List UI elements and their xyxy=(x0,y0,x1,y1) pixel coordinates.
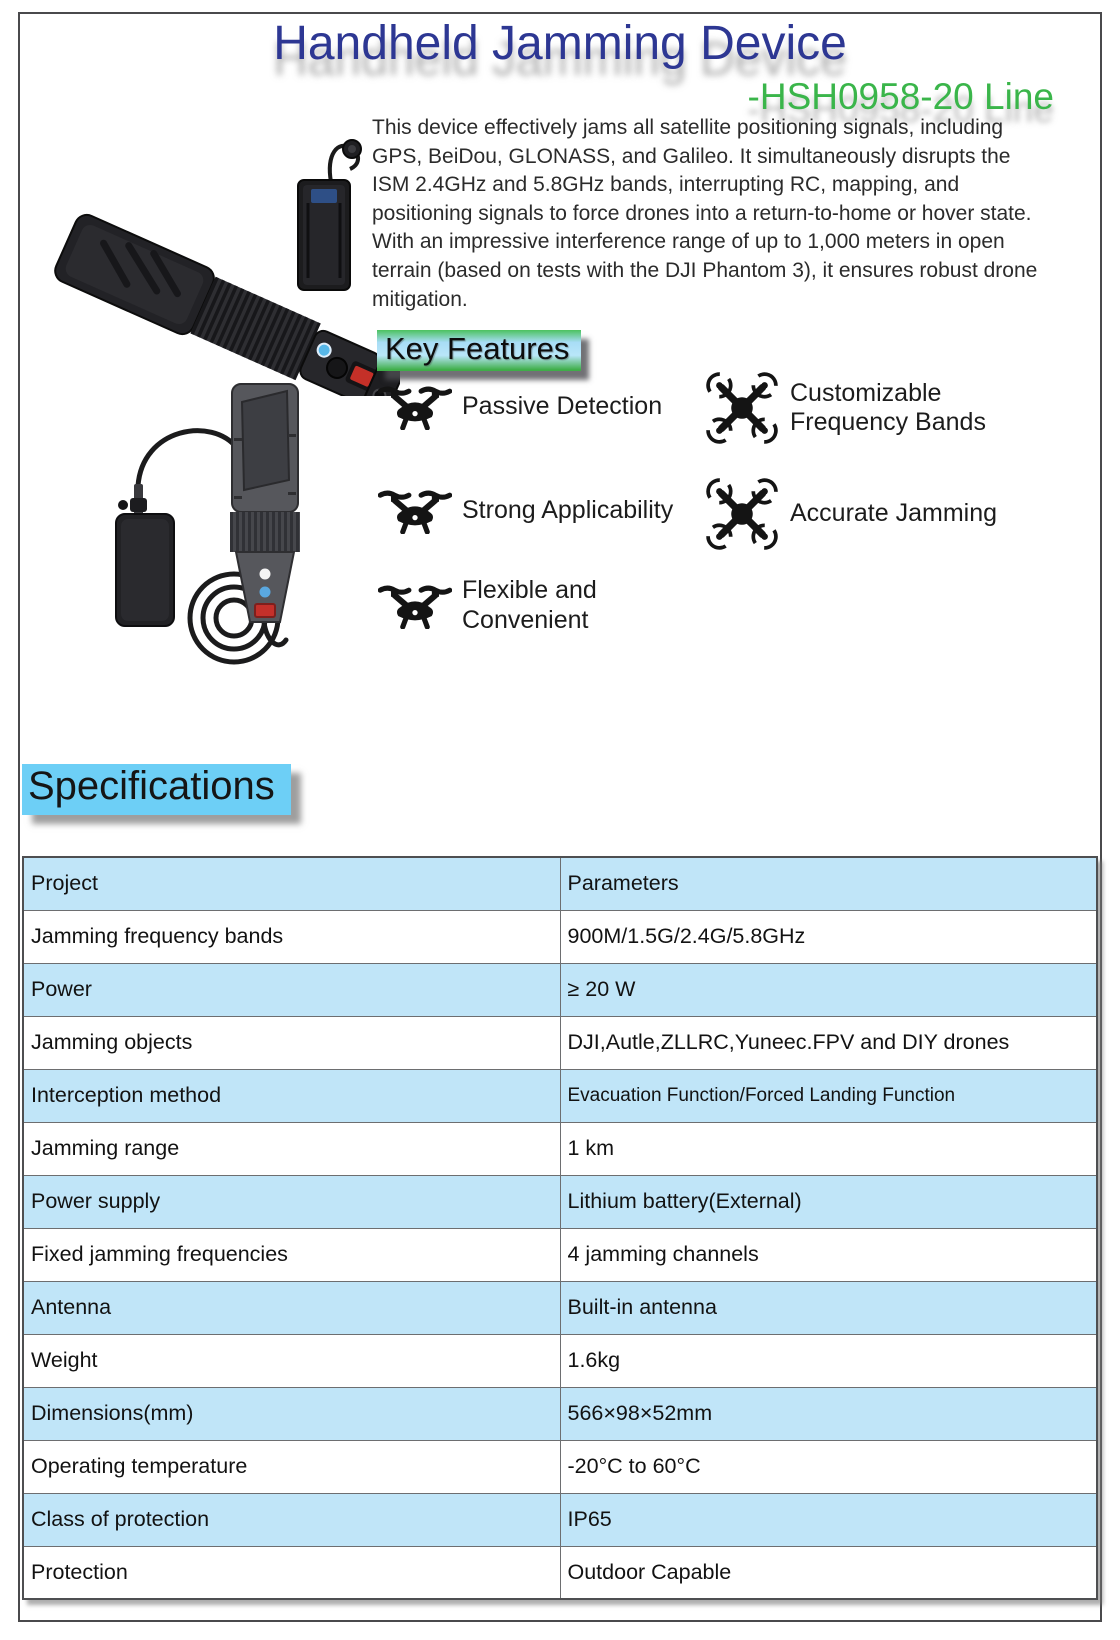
spec-value: 4 jamming channels xyxy=(560,1228,1097,1281)
spec-row xyxy=(23,1334,1097,1387)
drone-side-icon xyxy=(378,383,452,430)
spec-label: Protection xyxy=(23,1546,560,1599)
spec-label: Jamming objects xyxy=(23,1016,560,1069)
specifications-heading: Specifications xyxy=(22,764,291,815)
feature-flexible-convenient xyxy=(378,576,632,635)
drone-side-icon xyxy=(378,582,452,629)
spec-row xyxy=(23,1546,1097,1599)
drone-top-icon xyxy=(704,370,780,446)
feature-accurate-jamming xyxy=(704,476,997,552)
page-title: Handheld Jamming Device xyxy=(273,17,847,70)
specs-col-parameters: Parameters xyxy=(560,857,1097,910)
spec-row xyxy=(23,1387,1097,1440)
drone-side-icon xyxy=(378,487,452,534)
key-features-heading: Key Features xyxy=(377,330,581,371)
spec-value: Built-in antenna xyxy=(560,1281,1097,1334)
battery-pack xyxy=(116,484,174,626)
product-photo-wand-battery xyxy=(50,128,400,396)
spec-value: DJI,Autle,ZLLRC,Yuneec.FPV and DIY drones xyxy=(560,1016,1097,1069)
spec-label: Power xyxy=(23,963,560,1016)
spec-label: Jamming frequency bands xyxy=(23,910,560,963)
spec-row xyxy=(23,1440,1097,1493)
feature-label: Passive Detection xyxy=(462,391,663,420)
product-description: This device effectively jams all satellite positioning signals, including GPS, BeiDou, GLONASS, and Galileo. It simultaneously disrupts the ISM 2.4GHz and 5.8GHz bands, interrupting RC, mapping, and positioning signals to force drones into a return-to-home or hover state. With an impressive interference range of up to 1,000 meters in open terrain (based on tests with the DJI Phantom 3), it ensures robust drone mitigation. xyxy=(372,116,1038,311)
spec-row xyxy=(23,1069,1097,1122)
specs-table xyxy=(22,856,1098,1600)
spec-row xyxy=(23,1016,1097,1069)
product-photo-paddle-coil-battery xyxy=(82,378,362,678)
feature-label: Accurate Jamming xyxy=(790,499,998,528)
spec-row xyxy=(23,1175,1097,1228)
spec-row xyxy=(23,963,1097,1016)
spec-value: 900M/1.5G/2.4G/5.8GHz xyxy=(560,910,1097,963)
spec-label: Dimensions(mm) xyxy=(23,1387,560,1440)
spec-value: Lithium battery(External) xyxy=(560,1175,1097,1228)
spec-value: 1 km xyxy=(560,1122,1097,1175)
spec-label: Fixed jamming frequencies xyxy=(23,1228,560,1281)
spec-label: Interception method xyxy=(23,1069,560,1122)
feature-strong-applicability xyxy=(378,487,673,534)
spec-value: ≥ 20 W xyxy=(560,963,1097,1016)
spec-row xyxy=(23,910,1097,963)
feature-label: Customizable Frequency Bands xyxy=(790,378,986,436)
battery-pack xyxy=(298,140,361,290)
specs-header-row xyxy=(23,857,1097,910)
specs-col-project: Project xyxy=(23,857,560,910)
spec-value: -20°C to 60°C xyxy=(560,1440,1097,1493)
spec-label: Jamming range xyxy=(23,1122,560,1175)
spec-value: Evacuation Function/Forced Landing Function xyxy=(560,1069,1097,1122)
spec-label: Operating temperature xyxy=(23,1440,560,1493)
spec-label: Weight xyxy=(23,1334,560,1387)
drone-top-icon xyxy=(704,476,780,552)
spec-value: IP65 xyxy=(560,1493,1097,1546)
spec-row xyxy=(23,1228,1097,1281)
spec-row xyxy=(23,1493,1097,1546)
spec-row xyxy=(23,1281,1097,1334)
spec-label: Class of protection xyxy=(23,1493,560,1546)
spec-label: Power supply xyxy=(23,1175,560,1228)
model-number: -HSH0958-20 Line xyxy=(747,76,1054,117)
spec-row xyxy=(23,1122,1097,1175)
feature-label: Strong Applicability xyxy=(462,495,674,524)
feature-label: Flexible and Convenient xyxy=(462,576,597,634)
spec-label: Antenna xyxy=(23,1281,560,1334)
feature-passive-detection xyxy=(378,383,662,430)
spec-value: 566×98×52mm xyxy=(560,1387,1097,1440)
spec-value: 1.6kg xyxy=(560,1334,1097,1387)
spec-value: Outdoor Capable xyxy=(560,1546,1097,1599)
feature-customizable-frequency-bands xyxy=(704,370,1022,446)
